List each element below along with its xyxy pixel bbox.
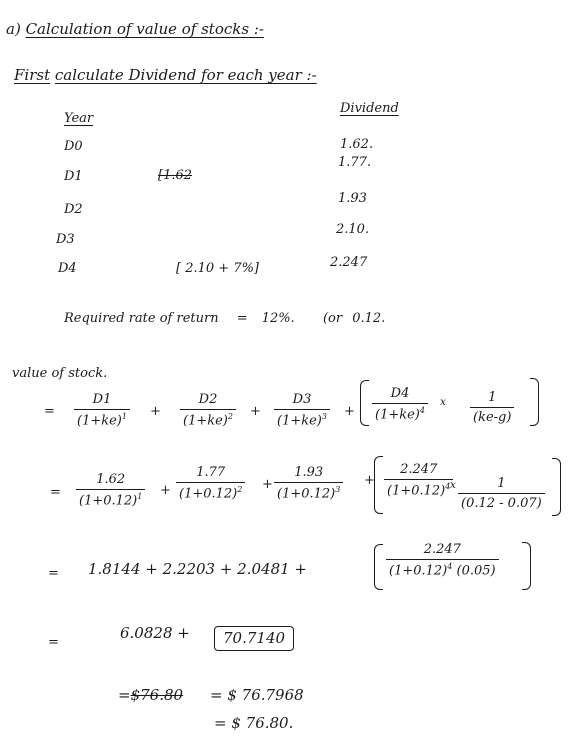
required-rate-or: (or — [322, 311, 343, 326]
formula-term-2-den: (1+ke) — [183, 413, 228, 429]
subst-equals: = — [50, 485, 61, 500]
table-row-dividend: 2.247 — [330, 255, 368, 270]
final-struck-value: $76.80 — [130, 686, 184, 704]
subst-term-4-exp: 4 — [445, 482, 451, 491]
formula-term-4-exp: 4 — [419, 406, 425, 415]
subst-term-4-den: (1+0.12) — [387, 483, 446, 499]
table-row-note: [ 2.10 + 7%] — [176, 261, 260, 276]
step3-frac-den-b: (0.05) — [456, 563, 496, 579]
formula-term-1-num: D1 — [92, 392, 112, 407]
subst-plus: + — [160, 483, 171, 498]
step3-fraction — [386, 542, 499, 578]
table-row-year: D0 — [64, 139, 83, 154]
formula-plus: + — [250, 404, 261, 419]
table-header-dividend: Dividend — [340, 101, 399, 116]
step3-frac-den-a: (1+0.12) — [389, 563, 448, 579]
formula-term-3-exp: 3 — [321, 412, 327, 421]
subst-term-3-num: 1.93 — [294, 465, 324, 480]
step4-bracket-value: 70.7140 — [214, 626, 294, 651]
final-first-line — [118, 688, 183, 703]
table-row-year: D4 — [58, 261, 77, 276]
formula-term-2 — [180, 392, 236, 428]
subst-term-5-num: 1 — [497, 476, 506, 491]
formula-times: x — [440, 396, 446, 408]
table-row-dividend: 2.10. — [336, 222, 370, 237]
table-row-year: D2 — [64, 202, 83, 217]
step3-frac-num: 2.247 — [423, 542, 461, 557]
formula-term-2-num: D2 — [198, 392, 218, 407]
table-row-year: D1 — [64, 169, 83, 184]
formula-term-1-den: (1+ke) — [77, 413, 122, 429]
subst-plus: + — [364, 473, 375, 488]
step3-right-bracket — [522, 542, 531, 590]
step3-left-bracket — [374, 544, 383, 590]
subst-term-1-exp: 1 — [137, 492, 143, 501]
table-row-dividend: 1.62. — [340, 137, 374, 152]
subst-term-3 — [274, 465, 343, 501]
subst-term-1 — [76, 472, 145, 508]
subheading — [14, 68, 317, 83]
subst-term-2-exp: 2 — [237, 485, 243, 494]
heading-title: Calculation of value of stocks :- — [25, 20, 264, 38]
formula-term-5-num: 1 — [488, 390, 497, 405]
step3-frac-den-exp: 4 — [447, 562, 453, 571]
formula-term-2-exp: 2 — [227, 412, 233, 421]
value-heading: value of stock. — [12, 366, 108, 381]
final-equals: = — [118, 686, 131, 704]
formula-left-bracket — [360, 380, 369, 426]
subst-term-5 — [458, 476, 545, 511]
formula-term-3-num: D3 — [292, 392, 312, 407]
subst-plus: + — [262, 477, 273, 492]
subheading-first: First — [14, 66, 51, 84]
formula-term-3-den: (1+ke) — [277, 413, 322, 429]
formula-term-3 — [274, 392, 330, 428]
subst-term-4 — [384, 462, 453, 498]
required-rate-equals: = — [236, 311, 248, 326]
formula-term-1-exp: 1 — [121, 412, 127, 421]
step4-equals: = — [48, 635, 59, 650]
formula-equals: = — [44, 404, 55, 419]
table-row-year: D3 — [56, 232, 75, 247]
subst-term-1-den: (1+0.12) — [79, 493, 138, 509]
subheading-rest: calculate Dividend for each year :- — [54, 66, 317, 84]
formula-term-4 — [372, 386, 428, 422]
table-row-dividend: 1.93 — [338, 191, 367, 206]
heading-prefix: a) — [6, 20, 21, 38]
step3-sum: 1.8144 + 2.2203 + 2.0481 + — [88, 560, 308, 578]
subst-left-bracket — [374, 456, 383, 514]
formula-term-1 — [74, 392, 130, 428]
required-rate-percent: 12%. — [261, 311, 295, 326]
required-rate-label: Required rate of return — [64, 311, 219, 326]
formula-right-bracket — [530, 378, 539, 426]
table-header-year: Year — [64, 111, 94, 126]
subst-term-3-den: (1+0.12) — [277, 486, 336, 502]
final-value-1: = $ 76.7968 — [210, 686, 304, 704]
formula-plus: + — [344, 404, 355, 419]
subst-term-4-num: 2.247 — [400, 462, 438, 477]
subst-times: x — [450, 479, 456, 491]
formula-term-5 — [470, 390, 514, 425]
subst-term-3-exp: 3 — [335, 485, 341, 494]
final-value-2: = $ 76.80. — [214, 714, 294, 732]
required-rate — [64, 312, 385, 325]
formula-term-5-den: (ke-g) — [470, 407, 514, 425]
step3-equals: = — [48, 566, 59, 581]
subst-right-bracket — [552, 458, 561, 516]
subst-term-5-den: (0.12 - 0.07) — [458, 493, 545, 511]
table-row-note: [1.62 — [158, 168, 193, 183]
subst-term-2 — [176, 465, 245, 501]
formula-term-4-den: (1+ke) — [375, 407, 420, 423]
subst-term-2-den: (1+0.12) — [179, 486, 238, 502]
subst-term-1-num: 1.62 — [96, 472, 126, 487]
table-row-dividend: 1.77. — [338, 155, 372, 170]
subst-term-2-num: 1.77 — [196, 465, 226, 480]
formula-plus: + — [150, 404, 161, 419]
formula-term-4-num: D4 — [390, 386, 410, 401]
heading — [6, 22, 264, 37]
step4-sum: 6.0828 + — [120, 624, 190, 642]
required-rate-decimal: 0.12. — [352, 311, 386, 326]
